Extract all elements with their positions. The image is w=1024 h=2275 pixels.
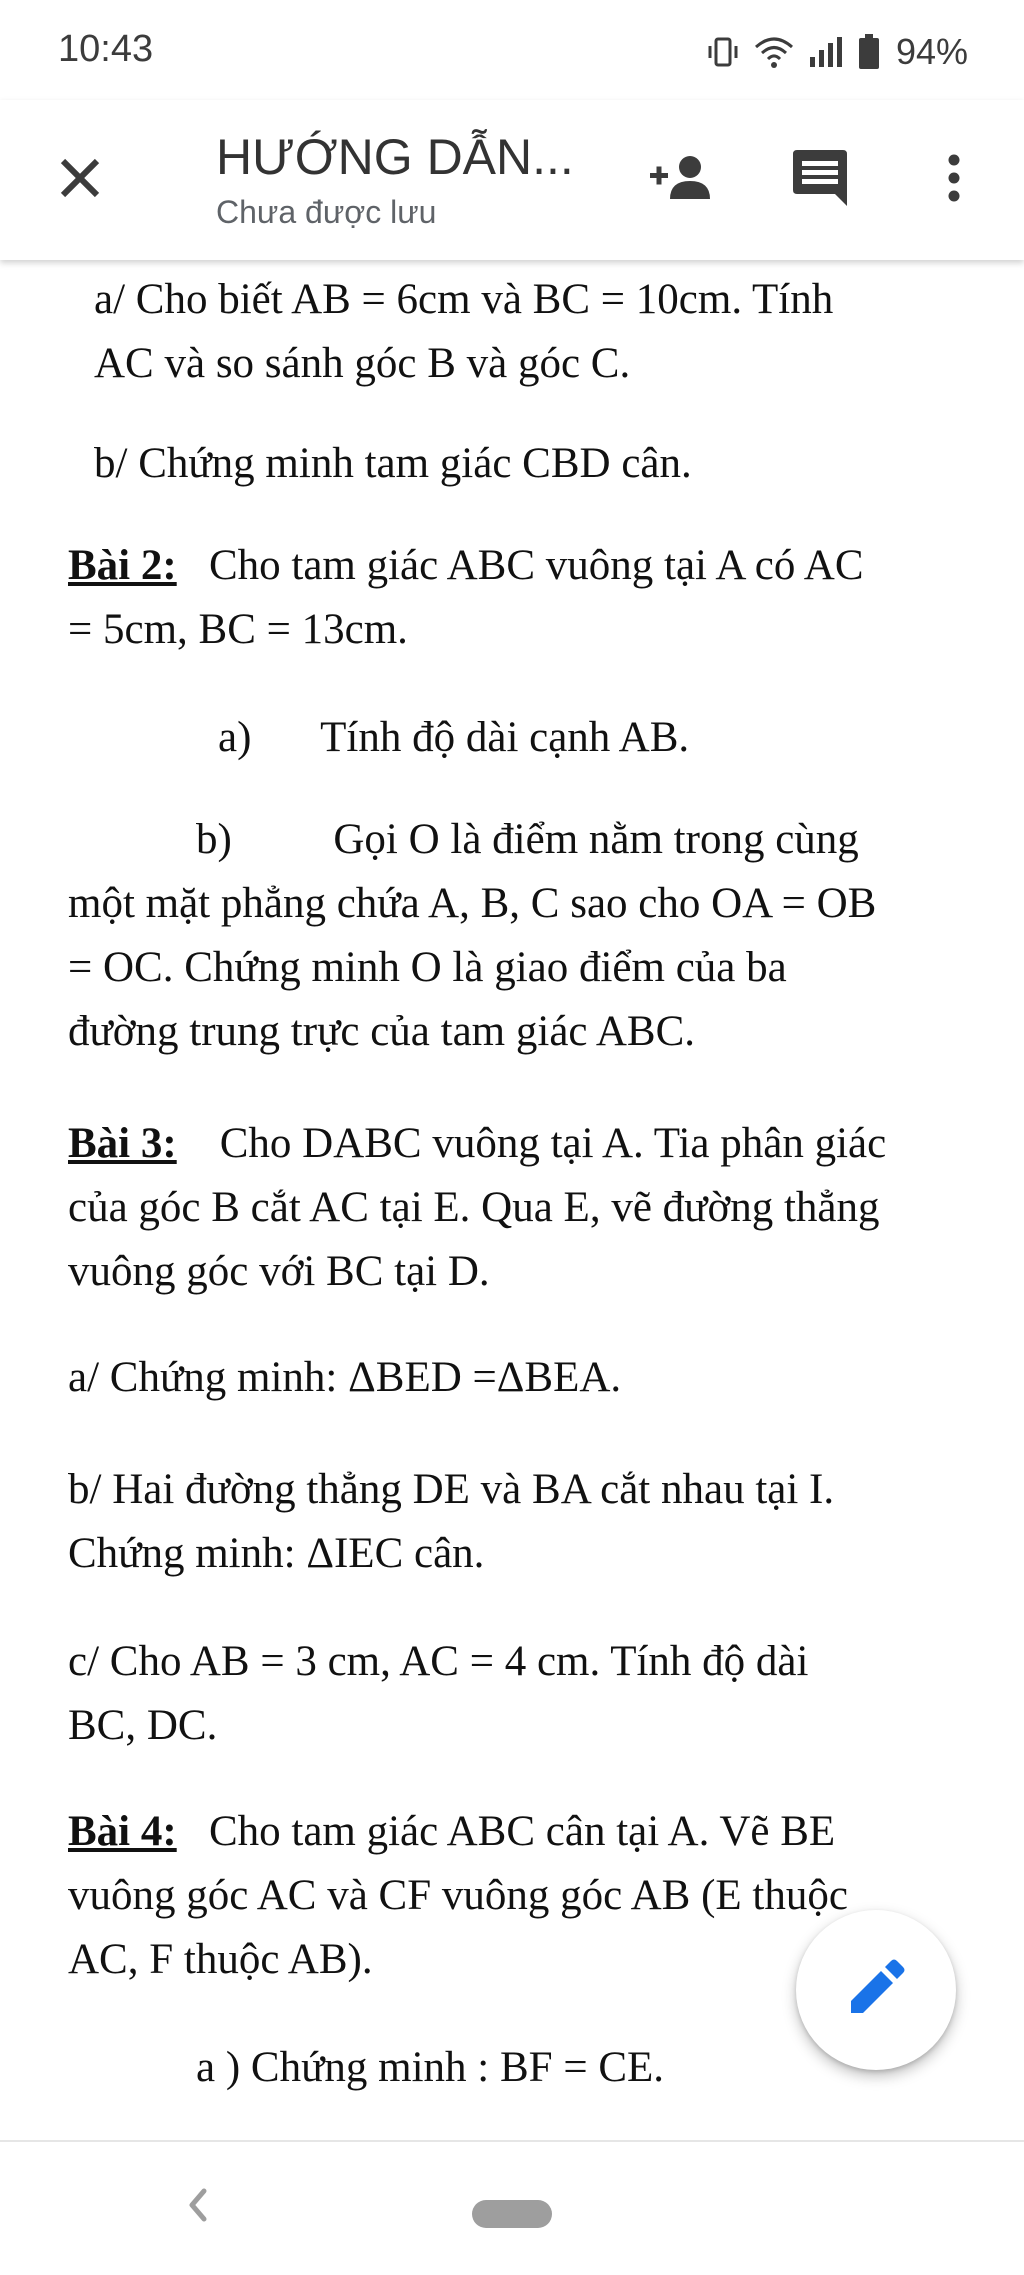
status-time: 10:43 [58,28,154,70]
edit-pencil-icon[interactable] [847,1959,905,2022]
bai2-label: Bài 2: [68,542,177,589]
bai3-c-line2: BC, DC. [68,1702,218,1749]
bai3-c-line1: c/ Cho AB = 3 cm, AC = 4 cm. Tính độ dài [68,1638,809,1685]
bai3-line3: vuông góc với BC tại D. [68,1248,490,1295]
close-button[interactable] [40,140,120,220]
comment-icon[interactable] [791,150,849,211]
more-vert-icon[interactable] [947,153,961,208]
bai2-b-line1 [196,808,1024,872]
save-status: Chưa được lưu [216,194,437,230]
bai3-b-line2: Chứng minh: ΔIEC cân. [68,1530,485,1577]
comment-button[interactable] [780,140,860,220]
bai4-text: Cho tam giác ABC cân tại A. Vẽ BE [208,1808,836,1855]
nav-back-button[interactable] [178,2182,218,2232]
edit-fab-button[interactable] [796,1910,956,2070]
bai2-a-text: Tính độ dài cạnh AB. [320,714,690,761]
vibrate-icon [706,35,740,69]
bai4-a: a ) Chứng minh : BF = CE. [196,2044,665,2091]
app-bar [0,100,1024,260]
bai2-b-text: Gọi O là điểm nằm trong cùng [333,816,859,863]
status-bar [0,0,1024,100]
battery-percent: 94% [895,31,968,72]
signal-icon [808,35,844,69]
bai2-line2: = 5cm, BC = 13cm. [68,606,408,653]
battery-icon [858,34,880,70]
bai2-b-label: b) [196,816,232,863]
bai4-line3: AC, F thuộc AB). [68,1936,373,1983]
document-body[interactable] [0,260,1024,2140]
bai2-a-label: a) [218,714,252,761]
bai3-text: Cho DABC vuông tại A. Tia phân giác [219,1120,887,1167]
add-person-icon[interactable] [648,153,716,208]
share-button[interactable] [642,140,722,220]
bai4-line2: vuông góc AC và CF vuông góc AB (E thuộc [68,1872,848,1919]
bai3-a: a/ Chứng minh: ΔBED =ΔBEA. [68,1354,622,1401]
bai3-b-line1: b/ Hai đường thẳng DE và BA cắt nhau tại I. [68,1466,835,1513]
bai2-b-line2: một mặt phẳng chứa A, B, C sao cho OA = OB [68,880,877,927]
bai2-b-line3: = OC. Chứng minh O là giao điểm của ba [68,944,787,991]
bai3-label: Bài 3: [68,1120,177,1167]
bai2-b-line4: đường trung trực của tam giác ABC. [68,1008,696,1055]
nav-home-pill[interactable] [472,2200,552,2228]
bai4-line1 [68,1800,968,1864]
bai2-a [218,706,1024,770]
bai3-line1 [68,1112,968,1176]
bai1-a-line1: a/ Cho biết AB = 6cm và BC = 10cm. Tính [94,276,834,323]
document-title: HƯỚNG DẪN... [216,129,574,185]
back-chevron-icon[interactable] [186,2187,210,2228]
bai1-b: b/ Chứng minh tam giác CBD cân. [94,440,692,487]
bai3-line2: của góc B cắt AC tại E. Qua E, vẽ đường thẳng [68,1184,880,1231]
bai2-text: Cho tam giác ABC vuông tại A có AC [208,542,864,589]
close-icon[interactable] [57,155,103,206]
status-icons [706,30,968,74]
more-options-button[interactable] [914,140,994,220]
bai4-label: Bài 4: [68,1808,177,1855]
bai2-line1 [68,534,968,598]
wifi-icon [754,35,794,69]
system-nav-bar [0,2140,1024,2275]
bai1-a-line2: AC và so sánh góc B và góc C. [94,340,631,387]
